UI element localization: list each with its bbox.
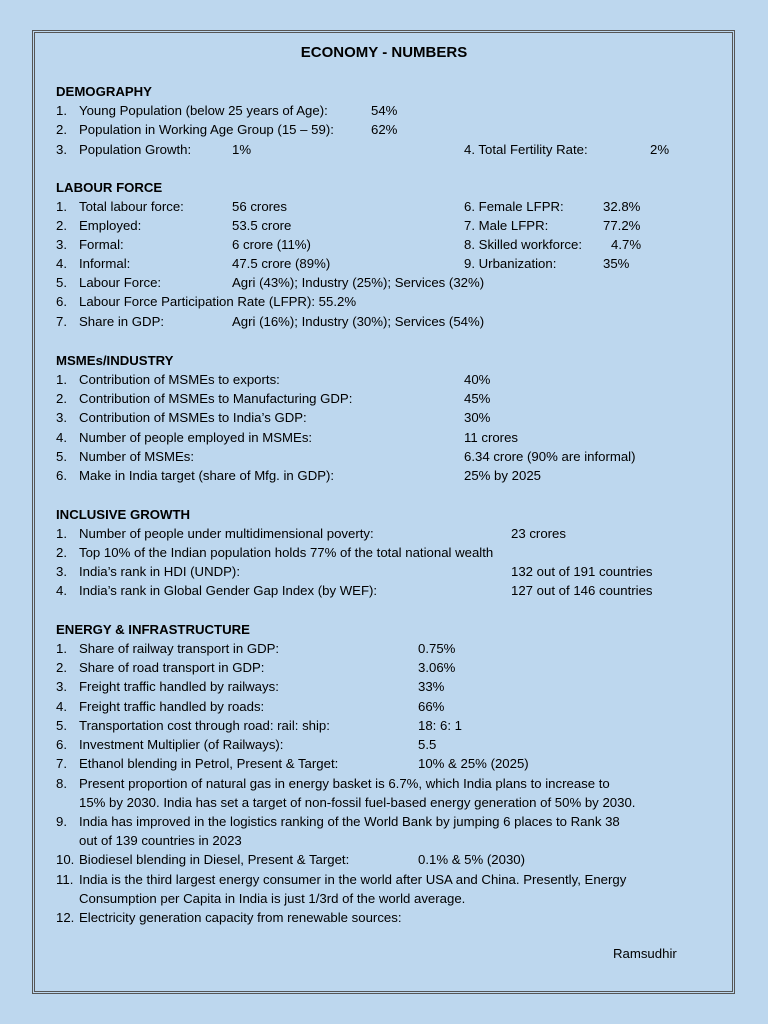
item-value: Agri (43%); Industry (25%); Services (32%) — [232, 275, 485, 290]
item-value: 5.5 — [418, 737, 437, 752]
item-number: 11. — [56, 872, 74, 887]
item-label-continued: Consumption per Capita in India is just 1/3rd of the world average. — [79, 891, 466, 906]
item-value: 1% — [232, 142, 252, 157]
item-value: 6 crore (11%) — [232, 237, 311, 252]
item-value: 30% — [464, 410, 491, 425]
item-value-right: 35% — [603, 256, 630, 271]
page-title: ECONOMY - NUMBERS — [300, 44, 468, 61]
item-label-right: 6. Female LFPR: — [464, 199, 564, 214]
item-value: 33% — [418, 679, 445, 694]
item-number: 12. — [56, 910, 75, 925]
item-number: 1. — [56, 526, 67, 541]
item-label-right: 9. Urbanization: — [464, 256, 557, 271]
item-value: 0.1% & 5% (2030) — [418, 852, 526, 867]
item-label: Investment Multiplier (of Railways): — [79, 737, 284, 752]
item-number: 4. — [56, 256, 67, 271]
item-number: 4. — [56, 430, 67, 445]
item-label: India is the third largest energy consumer in the world after USA and China. Presently, Energy — [79, 872, 627, 887]
item-label: Labour Force: — [79, 275, 162, 290]
item-label: India has improved in the logistics ranking of the World Bank by jumping 6 places to Rank 38 — [79, 814, 620, 829]
item-label: Freight traffic handled by railways: — [79, 679, 279, 694]
item-value-right: 32.8% — [603, 199, 641, 214]
item-label: Number of MSMEs: — [79, 449, 195, 464]
item-label: Number of people employed in MSMEs: — [79, 430, 313, 445]
item-number: 1. — [56, 641, 67, 656]
item-number: 1. — [56, 103, 67, 118]
item-value: 10% & 25% (2025) — [418, 756, 529, 771]
item-value: 0.75% — [418, 641, 456, 656]
item-value: 47.5 crore (89%) — [232, 256, 331, 271]
item-number: 10. — [56, 852, 75, 867]
item-number: 2. — [56, 660, 67, 675]
item-label: Total labour force: — [79, 199, 184, 214]
item-label: Population Growth: — [79, 142, 192, 157]
item-label: India’s rank in HDI (UNDP): — [79, 564, 240, 579]
item-value: 3.06% — [418, 660, 456, 675]
item-label: Biodiesel blending in Diesel, Present & Target: — [79, 852, 350, 867]
item-number: 6. — [56, 468, 67, 483]
item-value: 40% — [464, 372, 491, 387]
item-number: 3. — [56, 237, 67, 252]
item-label: Contribution of MSMEs to India’s GDP: — [79, 410, 307, 425]
item-label: Population in Working Age Group (15 – 59): — [79, 122, 334, 137]
item-number: 6. — [56, 737, 67, 752]
item-value: 66% — [418, 699, 445, 714]
item-number: 5. — [56, 275, 67, 290]
section-heading-labour-force: LABOUR FORCE — [56, 180, 163, 195]
item-label: Electricity generation capacity from renewable sources: — [79, 910, 402, 925]
item-label-right: 8. Skilled workforce: — [464, 237, 582, 252]
item-label: Labour Force Participation Rate (LFPR): 55.2% — [79, 294, 357, 309]
section-heading-msme: MSMEs/INDUSTRY — [56, 353, 174, 368]
item-label: Formal: — [79, 237, 124, 252]
item-value-right: 77.2% — [603, 218, 641, 233]
item-label: India’s rank in Global Gender Gap Index (by WEF): — [79, 583, 378, 598]
item-number: 3. — [56, 679, 67, 694]
item-value: 18: 6: 1 — [418, 718, 462, 733]
item-label-continued: out of 139 countries in 2023 — [79, 833, 242, 848]
item-label: Share of road transport in GDP: — [79, 660, 265, 675]
item-value: 56 crores — [232, 199, 287, 214]
item-label: Young Population (below 25 years of Age): — [79, 103, 328, 118]
item-number: 2. — [56, 218, 67, 233]
item-label-right: 7. Male LFPR: — [464, 218, 549, 233]
item-value: 132 out of 191 countries — [511, 564, 653, 579]
item-number: 1. — [56, 372, 67, 387]
item-number: 3. — [56, 564, 67, 579]
item-label: Top 10% of the Indian population holds 77% of the total national wealth — [79, 545, 494, 560]
section-heading-energy-infrastructure: ENERGY & INFRASTRUCTURE — [56, 622, 250, 637]
item-number: 7. — [56, 756, 67, 771]
item-value-extra: 2% — [650, 142, 670, 157]
item-label-extra: 4. Total Fertility Rate: — [464, 142, 588, 157]
item-label: Contribution of MSMEs to Manufacturing GDP: — [79, 391, 353, 406]
item-label: Transportation cost through road: rail: ship: — [79, 718, 330, 733]
item-label: Freight traffic handled by roads: — [79, 699, 265, 714]
item-value: 23 crores — [511, 526, 566, 541]
item-label: Ethanol blending in Petrol, Present & Target: — [79, 756, 339, 771]
item-label: Share in GDP: — [79, 314, 165, 329]
item-number: 2. — [56, 122, 67, 137]
item-value: 54% — [371, 103, 398, 118]
item-label-continued: 15% by 2030. India has set a target of non-fossil fuel-based energy generation of 50% by 2030. — [79, 795, 636, 810]
item-label: Share of railway transport in GDP: — [79, 641, 280, 656]
item-number: 7. — [56, 314, 67, 329]
item-number: 5. — [56, 718, 67, 733]
item-value: 25% by 2025 — [464, 468, 541, 483]
item-number: 4. — [56, 583, 67, 598]
item-label: Informal: — [79, 256, 131, 271]
item-value: 6.34 crore (90% are informal) — [464, 449, 636, 464]
item-value: Agri (16%); Industry (30%); Services (54%) — [232, 314, 485, 329]
item-label: Employed: — [79, 218, 142, 233]
item-number: 9. — [56, 814, 67, 829]
item-number: 8. — [56, 776, 67, 791]
item-number: 4. — [56, 699, 67, 714]
item-label: Present proportion of natural gas in energy basket is 6.7%, which India plans to increase to — [79, 776, 610, 791]
author-signature: Ramsudhir — [613, 946, 677, 961]
item-value: 127 out of 146 countries — [511, 583, 653, 598]
item-value-right: 4.7% — [611, 237, 642, 252]
section-heading-inclusive-growth: INCLUSIVE GROWTH — [56, 507, 191, 522]
item-number: 5. — [56, 449, 67, 464]
item-value: 53.5 crore — [232, 218, 292, 233]
item-value: 45% — [464, 391, 491, 406]
item-label: Contribution of MSMEs to exports: — [79, 372, 280, 387]
item-label: Make in India target (share of Mfg. in GDP): — [79, 468, 335, 483]
item-number: 3. — [56, 410, 67, 425]
item-value: 62% — [371, 122, 398, 137]
item-number: 6. — [56, 294, 67, 309]
item-label: Number of people under multidimensional poverty: — [79, 526, 374, 541]
item-number: 2. — [56, 391, 67, 406]
item-number: 1. — [56, 199, 67, 214]
section-heading-demography: DEMOGRAPHY — [56, 84, 152, 99]
item-number: 2. — [56, 545, 67, 560]
item-number: 3. — [56, 142, 67, 157]
item-value: 11 crores — [464, 430, 518, 445]
